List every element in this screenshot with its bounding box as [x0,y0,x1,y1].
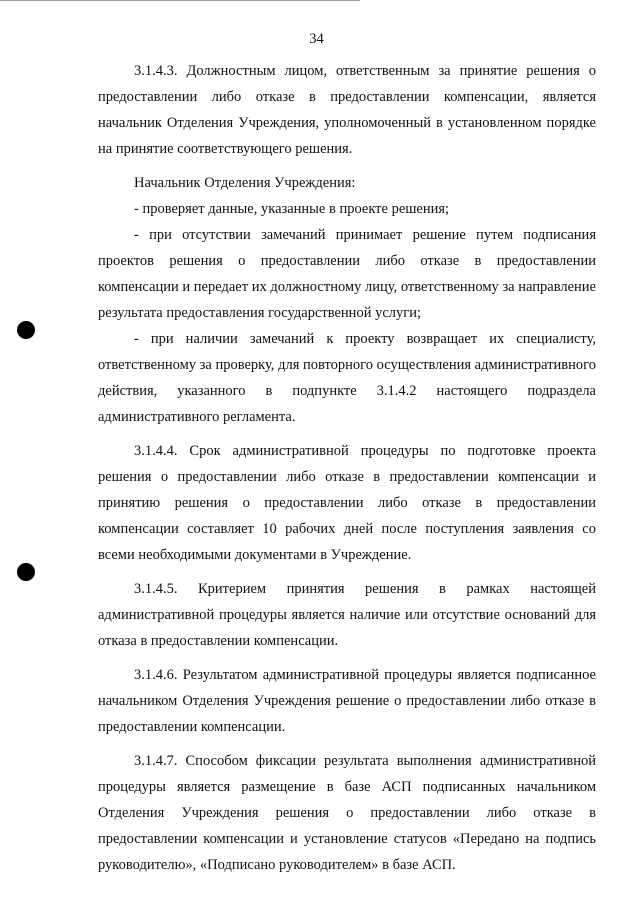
paragraph-3-1-4-3: 3.1.4.3. Должностным лицом, ответственным за принятие решения о предоставлении либо отказе в предоставлении компенсации, является начальник Отделения Учреждения, уполномоченный в установленном порядке на принятие соответствующего решения. [98,63,596,157]
binder-hole-lower [17,563,35,581]
list-item-no-remarks: - при отсутствии замечаний принимает решение путем подписания проектов решения о предоставлении либо отказе в предоставлении компенсации и передает их должностному лицу, ответственному за направление результата предоставления государственной услуги; [98,227,596,321]
list-item-checks-data: - проверяет данные, указанные в проекте решения; [134,201,450,217]
paragraph-3-1-4-7: 3.1.4.7. Способом фиксации результата выполнения административной процедуры является размещение в базе АСП подписанных начальником Отделения Учреждения решения о предоставлении либо отказе в предоставлении компенсации и установление статусов «Передано на подпись руководителю», «Подписано руководителем» в базе АСП. [98,753,596,873]
document-body [98,58,596,878]
paragraph-3-1-4-4: 3.1.4.4. Срок административной процедуры по подготовке проекта решения о предоставлении либо отказе в предоставлении компенсации и принятию решения о предоставлении либо отказе в предоставлении компенсации составляет 10 рабочих дней после поступления заявления со всеми необходимыми документами в Учреждение. [98,443,596,563]
scan-top-edge [0,0,360,1]
paragraph-head-of-department: Начальник Отделения Учреждения: [134,175,356,191]
paragraph-3-1-4-5: 3.1.4.5. Критерием принятия решения в рамках настоящей административной процедуры является наличие или отсутствие оснований для отказа в предоставлении компенсации. [98,581,596,649]
paragraph-3-1-4-6: 3.1.4.6. Результатом административной процедуры является подписанное начальником Отделения Учреждения решение о предоставлении либо отказе в предоставлении компенсации. [98,667,596,735]
page-number: 34 [309,31,324,47]
binder-hole-upper [17,321,35,339]
list-item-with-remarks: - при наличии замечаний к проекту возвращает их специалисту, ответственному за проверку, для повторного осуществления административного действия, указанного в подпункте 3.1.4.2 настоящего подраздела административного регламента. [98,331,596,425]
